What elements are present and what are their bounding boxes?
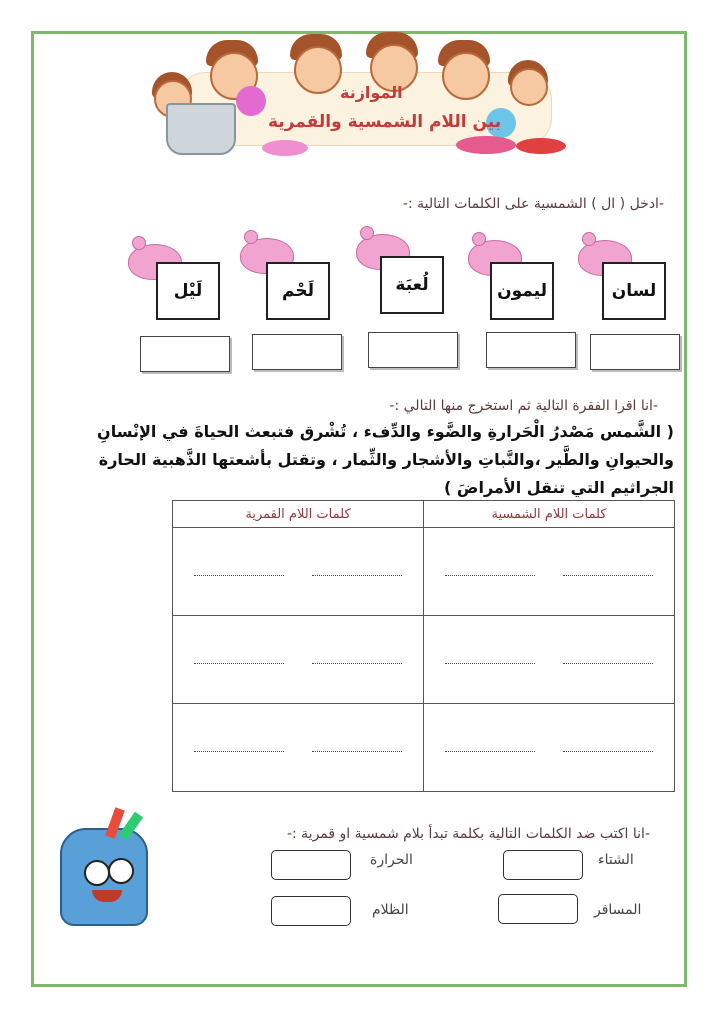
q2-instruction: -انا اقرا الفقرة التالية ثم استخرج منها التالي :- xyxy=(389,398,658,414)
answer-line[interactable] xyxy=(194,653,284,664)
backpack-eye-icon xyxy=(84,860,110,886)
opposite-word: المسافر xyxy=(594,902,642,918)
answer-line[interactable] xyxy=(563,741,653,752)
opposite-word: الشتاء xyxy=(598,852,634,868)
paint-splash-icon xyxy=(236,86,266,116)
pig-ear-icon xyxy=(582,232,596,246)
reading-paragraph-line2: والحيوانِ والطَّير ،والنَّباتِ والأشجار والثِّمار ، وتقتل بأشعتها الذَّهبية الحارة xyxy=(98,450,674,469)
kid-face xyxy=(510,68,548,106)
opposite-word: الحرارة xyxy=(370,852,413,868)
answer-box[interactable] xyxy=(368,332,458,368)
opposite-word: الظلام xyxy=(372,902,409,918)
answer-box[interactable] xyxy=(140,336,230,372)
answer-line[interactable] xyxy=(312,741,402,752)
table-cell[interactable] xyxy=(173,528,424,616)
opposite-answer-box[interactable] xyxy=(498,894,578,924)
table-cell[interactable] xyxy=(424,616,675,704)
pig-ear-icon xyxy=(472,232,486,246)
opposite-answer-box[interactable] xyxy=(271,850,351,880)
paint-bucket-icon xyxy=(166,103,236,155)
word-card: لُعبَة xyxy=(380,256,444,314)
backpack-eye-icon xyxy=(108,858,134,884)
answer-line[interactable] xyxy=(445,653,535,664)
pig-ear-icon xyxy=(360,226,374,240)
opposite-answer-box[interactable] xyxy=(503,850,583,880)
answer-box[interactable] xyxy=(252,334,342,370)
answer-line[interactable] xyxy=(445,741,535,752)
answer-line[interactable] xyxy=(563,565,653,576)
paint-powder-icon xyxy=(516,138,566,154)
table-cell[interactable] xyxy=(173,704,424,792)
opposite-answer-box[interactable] xyxy=(271,896,351,926)
pig-ear-icon xyxy=(132,236,146,250)
word-card: لَحْم xyxy=(266,262,330,320)
kid-face xyxy=(294,46,342,94)
word-card: لسان xyxy=(602,262,666,320)
answer-line[interactable] xyxy=(194,565,284,576)
kid-face xyxy=(442,52,490,100)
answer-box[interactable] xyxy=(486,332,576,368)
answer-line[interactable] xyxy=(312,565,402,576)
answer-line[interactable] xyxy=(445,565,535,576)
banner-title-line2: بين اللام الشمسية والقمرية xyxy=(268,112,502,132)
table-cell[interactable] xyxy=(173,616,424,704)
word-card: ليمون xyxy=(490,262,554,320)
words-table xyxy=(172,500,675,792)
q3-instruction: -انا اكتب ضد الكلمات التالية بكلمة تبدأ بلام شمسية او قمرية :- xyxy=(286,826,650,842)
table-cell[interactable] xyxy=(424,704,675,792)
paint-powder-icon xyxy=(262,140,308,156)
q1-instruction: -ادخل ( ال ) الشمسية على الكلمات التالية :- xyxy=(402,196,664,212)
pig-ear-icon xyxy=(244,230,258,244)
answer-box[interactable] xyxy=(590,334,680,370)
answer-line[interactable] xyxy=(312,653,402,664)
banner-title-line1: الموازنة xyxy=(340,83,403,102)
table-cell[interactable] xyxy=(424,528,675,616)
col-qamari-header: كلمات اللام القمرية xyxy=(173,501,424,528)
col-shamsi-header: كلمات اللام الشمسية xyxy=(424,501,675,528)
word-card: لَيْل xyxy=(156,262,220,320)
reading-paragraph-line1: ( الشَّمس مَصْدرُ الْحَرارةِ والضَّوء والدِّفء ، تُشْرق فتبعث الحياةَ في الإنْسانِ xyxy=(97,422,674,441)
paint-powder-icon xyxy=(456,136,516,154)
reading-paragraph-line3: الجراثيم التي تنقل الأمراضَ ) xyxy=(444,478,674,497)
answer-line[interactable] xyxy=(194,741,284,752)
answer-line[interactable] xyxy=(563,653,653,664)
